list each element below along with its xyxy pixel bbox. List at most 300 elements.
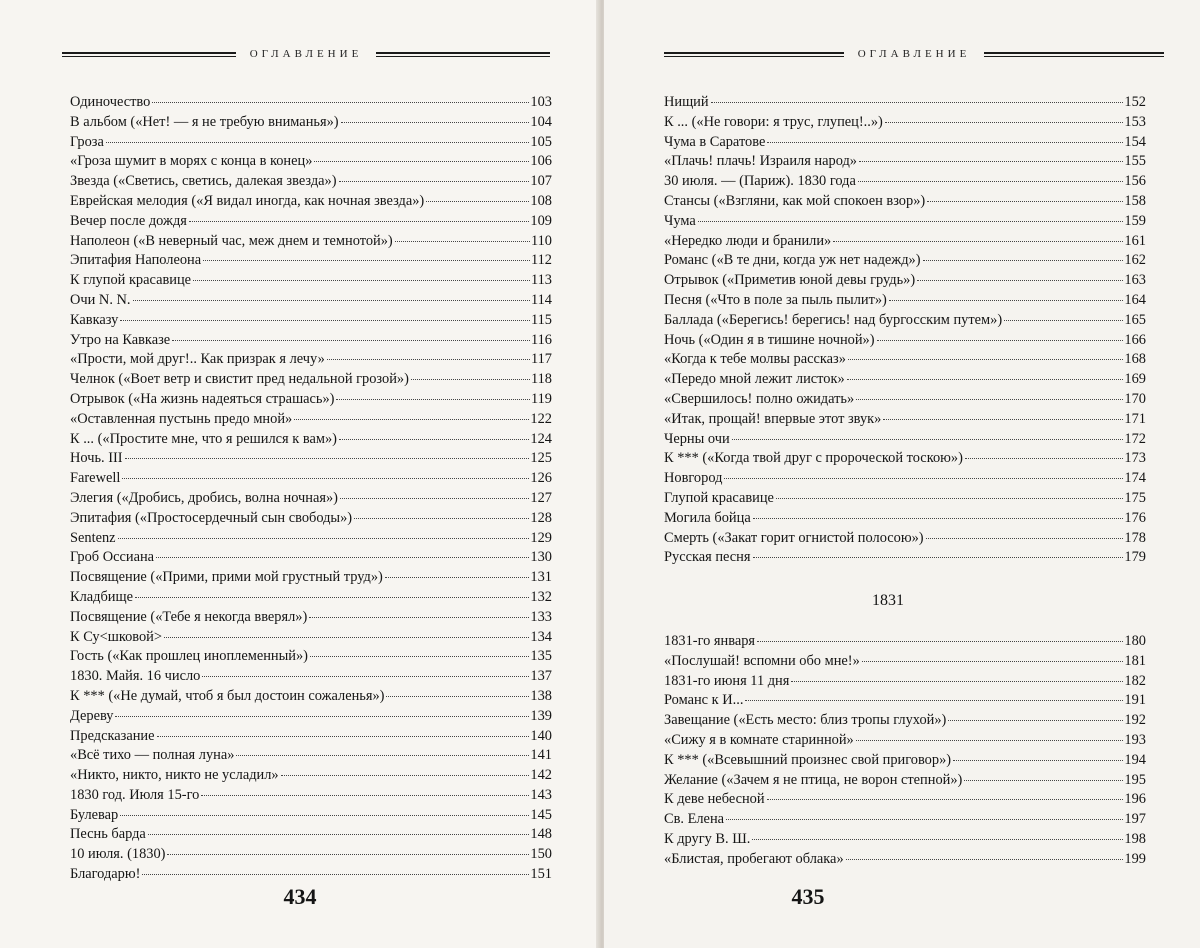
dot-leader — [339, 181, 530, 182]
toc-entry — [70, 707, 552, 727]
toc-entry — [664, 850, 1146, 870]
entry-page: 172 — [1124, 430, 1146, 447]
entry-page: 103 — [530, 94, 552, 110]
dot-leader — [339, 439, 529, 440]
dot-leader — [354, 518, 529, 519]
entry-page: 195 — [1124, 771, 1146, 788]
toc-entry — [70, 370, 552, 390]
entry-title: «Прости, мой друг!.. Как призрак я лечу» — [70, 351, 325, 368]
header-rule — [664, 52, 844, 57]
entry-title: Кавказу — [70, 311, 119, 328]
entry-title: Наполеон («В неверный час, меж днем и темнотой») — [70, 232, 393, 249]
dot-leader — [310, 656, 529, 657]
entry-title: 30 июля. — (Париж). 1830 года — [664, 173, 856, 190]
toc-entry — [664, 370, 1146, 390]
entry-title: Чума в Саратове — [664, 133, 766, 150]
dot-leader — [859, 161, 1123, 162]
toc-entry — [70, 93, 552, 113]
entry-page: 166 — [1124, 331, 1146, 348]
entry-page: 130 — [530, 549, 552, 566]
dot-leader — [833, 241, 1123, 242]
entry-title: К *** («Всевышний произнес свой приговор») — [664, 751, 952, 768]
dot-leader — [115, 716, 529, 717]
toc-entry — [70, 133, 552, 153]
dot-leader — [340, 498, 529, 499]
entry-title: «Нередко люди и бранили» — [664, 232, 832, 249]
entry-page: 131 — [530, 569, 552, 586]
entry-title: К Су<шковой> — [70, 628, 162, 645]
entry-page: 153 — [1124, 113, 1146, 130]
toc-entry — [70, 806, 552, 826]
running-header — [664, 44, 1164, 64]
toc-entry — [70, 350, 552, 370]
toc-entry — [664, 548, 1146, 568]
toc-entry — [664, 529, 1146, 549]
entry-page: 107 — [530, 173, 552, 190]
entry-page: 199 — [1124, 850, 1146, 867]
entry-title: Отрывок («Приметив юной девы грудь») — [664, 272, 916, 289]
dot-leader — [152, 102, 529, 103]
entry-title: 1831-го января — [664, 633, 756, 649]
header-rule — [376, 52, 550, 57]
dot-leader — [791, 681, 1123, 682]
entry-page: 198 — [1124, 830, 1146, 847]
dot-leader — [883, 419, 1123, 420]
entry-page: 110 — [530, 232, 552, 249]
entry-page: 139 — [530, 707, 552, 724]
dot-leader — [767, 799, 1124, 800]
entry-page: 196 — [1124, 791, 1146, 808]
header-rule — [62, 52, 236, 57]
entry-page: 129 — [530, 529, 552, 546]
entry-page: 132 — [530, 588, 552, 605]
entry-page: 197 — [1124, 811, 1146, 828]
header-rule — [984, 52, 1164, 57]
dot-leader — [767, 142, 1123, 143]
dot-leader — [309, 617, 529, 618]
entry-title: «Плачь! плачь! Израиля народ» — [664, 153, 857, 170]
dot-leader — [118, 538, 530, 539]
dot-leader — [927, 201, 1123, 202]
dot-leader — [203, 260, 530, 261]
dot-leader — [923, 260, 1124, 261]
dot-leader — [281, 775, 530, 776]
dot-leader — [106, 142, 530, 143]
dot-leader — [386, 696, 529, 697]
dot-leader — [122, 478, 529, 479]
entry-title: Песня («Что в поле за пыль пылит») — [664, 291, 887, 308]
toc-entry — [70, 489, 552, 509]
toc-entry — [664, 410, 1146, 430]
dot-leader — [711, 102, 1124, 103]
entry-title: Св. Елена — [664, 811, 725, 828]
toc-entry — [664, 731, 1146, 751]
dot-leader — [125, 458, 530, 459]
toc-list-left — [70, 93, 552, 885]
toc-entry — [70, 152, 552, 172]
toc-list-right — [664, 93, 1146, 568]
entry-page: 180 — [1124, 633, 1146, 649]
section-year: 1831 — [872, 592, 904, 609]
entry-page: 124 — [530, 430, 552, 447]
toc-entry — [664, 751, 1146, 771]
toc-entry — [70, 212, 552, 232]
toc-entry — [70, 845, 552, 865]
entry-page: 150 — [530, 846, 552, 863]
toc-entry — [664, 291, 1146, 311]
toc-entry — [70, 311, 552, 331]
dot-leader — [757, 641, 1123, 642]
dot-leader — [294, 419, 529, 420]
toc-entry — [70, 331, 552, 351]
entry-title: В альбом («Нет! — я не требую вниманья») — [70, 113, 339, 130]
dot-leader — [917, 280, 1123, 281]
toc-entry — [664, 652, 1146, 672]
dot-leader — [395, 241, 530, 242]
header-title: ОГЛАВЛЕНИЕ — [249, 48, 363, 60]
entry-page: 173 — [1124, 450, 1146, 467]
entry-page: 108 — [530, 192, 552, 209]
entry-title: Sentenz — [70, 529, 116, 546]
entry-title: 1830. Майя. 16 число — [70, 668, 201, 685]
dot-leader — [926, 538, 1124, 539]
toc-entry — [70, 766, 552, 786]
entry-page: 118 — [530, 371, 552, 388]
entry-page: 125 — [530, 450, 552, 467]
entry-title: К ... («Простите мне, что я решился к вам») — [70, 430, 337, 447]
toc-entry — [70, 608, 552, 628]
entry-title: Могила бойца — [664, 509, 751, 526]
dot-leader — [411, 379, 530, 380]
toc-entry — [664, 771, 1146, 791]
toc-entry — [70, 232, 552, 252]
toc-list-1831 — [664, 632, 1146, 870]
entry-title: Ночь («Один я в тишине ночной») — [664, 331, 875, 348]
entry-title: Желание («Зачем я не птица, не ворон степной») — [664, 771, 963, 788]
entry-page: 154 — [1124, 133, 1146, 150]
entry-title: «Итак, прощай! впервые этот звук» — [664, 410, 882, 427]
dot-leader — [858, 181, 1124, 182]
toc-entry — [70, 865, 552, 885]
entry-title: 1831-го июня 11 дня — [664, 672, 790, 689]
entry-page: 194 — [1124, 751, 1146, 768]
toc-entry — [70, 430, 552, 450]
toc-entry — [664, 113, 1146, 133]
dot-leader — [846, 859, 1124, 860]
entry-title: «Гроза шумит в морях с конца в конец» — [70, 153, 313, 170]
entry-page: 137 — [530, 668, 552, 685]
entry-title: Завещание («Есть место: близ тропы глухой») — [664, 712, 947, 729]
entry-page: 114 — [530, 291, 552, 308]
entry-page: 116 — [530, 331, 552, 348]
dot-leader — [164, 637, 529, 638]
page-number: 435 — [791, 884, 825, 909]
entry-title: «Сижу я в комнате старинной» — [664, 731, 854, 748]
dot-leader — [856, 399, 1123, 400]
toc-entry — [664, 251, 1146, 271]
toc-entry — [664, 790, 1146, 810]
entry-page: 117 — [530, 351, 552, 368]
dot-leader — [856, 740, 1124, 741]
entry-title: Песнь барда — [70, 826, 146, 843]
toc-entry — [70, 251, 552, 271]
toc-entry — [70, 449, 552, 469]
dot-leader — [953, 760, 1123, 761]
entry-title: Одиночество — [70, 94, 151, 110]
running-header — [62, 44, 550, 64]
entry-page: 181 — [1124, 652, 1146, 669]
toc-entry — [70, 667, 552, 687]
entry-title: Звезда («Светись, светись, далекая звезда») — [70, 173, 337, 190]
dot-leader — [385, 577, 530, 578]
toc-entry — [664, 469, 1146, 489]
toc-entry — [664, 691, 1146, 711]
dot-leader — [753, 518, 1124, 519]
entry-title: Вечер после дождя — [70, 212, 187, 229]
entry-title: Смерть («Закат горит огнистой полосою») — [664, 529, 924, 546]
dot-leader — [202, 676, 529, 677]
toc-entry — [664, 632, 1146, 652]
dot-leader — [848, 359, 1124, 360]
toc-entry — [664, 331, 1146, 351]
entry-page: 156 — [1124, 173, 1146, 190]
entry-title: «Передо мной лежит листок» — [664, 371, 845, 388]
dot-leader — [847, 379, 1124, 380]
toc-entry — [664, 152, 1146, 172]
page-number: 434 — [283, 884, 317, 909]
toc-entry — [70, 390, 552, 410]
entry-title: Русская песня — [664, 549, 751, 566]
entry-page: 145 — [530, 806, 552, 823]
dot-leader — [236, 755, 529, 756]
entry-page: 152 — [1124, 94, 1146, 110]
entry-page: 168 — [1124, 351, 1146, 368]
entry-page: 141 — [530, 747, 552, 764]
toc-entry — [664, 212, 1146, 232]
entry-page: 134 — [530, 628, 552, 645]
entry-title: Романс («В те дни, когда уж нет надежд») — [664, 252, 921, 269]
toc-entry — [664, 192, 1146, 212]
entry-title: Элегия («Дробись, дробись, волна ночная») — [70, 489, 338, 506]
entry-page: 159 — [1124, 212, 1146, 229]
entry-title: Ночь. III — [70, 450, 123, 467]
entry-page: 105 — [530, 133, 552, 150]
toc-entry — [70, 291, 552, 311]
entry-title: Булевар — [70, 806, 119, 823]
entry-title: Романс к И... — [664, 692, 744, 709]
dot-leader — [201, 795, 529, 796]
dot-leader — [732, 439, 1124, 440]
entry-page: 126 — [530, 470, 552, 487]
toc-entry — [664, 672, 1146, 692]
entry-page: 115 — [530, 311, 552, 328]
entry-title: Дереву — [70, 707, 114, 724]
dot-leader — [698, 221, 1124, 222]
entry-title: К ... («Не говори: я трус, глупец!..») — [664, 113, 883, 130]
toc-entry — [664, 172, 1146, 192]
entry-page: 109 — [530, 212, 552, 229]
toc-entry — [70, 628, 552, 648]
dot-leader — [1004, 320, 1123, 321]
toc-entry — [70, 786, 552, 806]
toc-entry — [70, 727, 552, 747]
dot-leader — [327, 359, 530, 360]
entry-title: Посвящение («Прими, прими мой грустный труд») — [70, 569, 383, 586]
entry-page: 193 — [1124, 731, 1146, 748]
toc-entry — [664, 271, 1146, 291]
entry-page: 163 — [1124, 272, 1146, 289]
dot-leader — [862, 661, 1124, 662]
toc-entry — [70, 271, 552, 291]
entry-page: 128 — [530, 509, 552, 526]
entry-page: 178 — [1124, 529, 1146, 546]
entry-title: К *** («Не думай, чтоб я был достоин сожаленья») — [70, 687, 385, 704]
dot-leader — [964, 780, 1123, 781]
entry-title: Гроб Оссиана — [70, 549, 155, 566]
entry-title: «Блистая, пробегают облака» — [664, 850, 844, 867]
dot-leader — [156, 557, 529, 558]
entry-page: 170 — [1124, 390, 1146, 407]
entry-page: 169 — [1124, 371, 1146, 388]
entry-page: 155 — [1124, 153, 1146, 170]
toc-entry — [70, 825, 552, 845]
entry-title: Гость («Как прошлец иноплеменный») — [70, 648, 308, 665]
dot-leader — [157, 736, 530, 737]
dot-leader — [752, 839, 1123, 840]
toc-entry — [70, 529, 552, 549]
toc-entry — [70, 410, 552, 430]
entry-title: Черны очи — [664, 430, 730, 447]
toc-entry — [70, 687, 552, 707]
toc-entry — [70, 172, 552, 192]
toc-entry — [664, 810, 1146, 830]
entry-title: «Всё тихо — полная луна» — [70, 747, 235, 764]
entry-title: «Никто, никто, никто не усладил» — [70, 767, 279, 784]
toc-entry — [70, 746, 552, 766]
entry-page: 138 — [530, 687, 552, 704]
entry-title: 1830 год. Июля 15-го — [70, 786, 200, 803]
dot-leader — [135, 597, 529, 598]
entry-title: Посвящение («Тебе я некогда вверял») — [70, 608, 308, 625]
entry-title: Стансы («Взгляни, как мой спокоен взор») — [664, 192, 926, 209]
toc-entry — [664, 711, 1146, 731]
dot-leader — [142, 874, 529, 875]
dot-leader — [336, 399, 529, 400]
entry-title: Новгород — [664, 470, 723, 487]
entry-title: «Оставленная пустынь предо мной» — [70, 410, 293, 427]
entry-page: 140 — [530, 727, 552, 744]
entry-title: Очи N. N. — [70, 291, 131, 308]
dot-leader — [889, 300, 1124, 301]
entry-title: Глупой красавице — [664, 489, 774, 506]
toc-entry — [70, 469, 552, 489]
dot-leader — [148, 834, 530, 835]
dot-leader — [189, 221, 530, 222]
toc-entry — [664, 830, 1146, 850]
toc-entry — [70, 588, 552, 608]
entry-page: 113 — [530, 272, 552, 289]
entry-title: Чума — [664, 212, 696, 229]
entry-page: 182 — [1124, 672, 1146, 689]
entry-title: Эпитафия («Простосердечный сын свободы») — [70, 509, 353, 526]
entry-page: 161 — [1124, 232, 1146, 249]
toc-entry — [70, 192, 552, 212]
entry-page: 148 — [530, 826, 552, 843]
entry-page: 106 — [530, 153, 552, 170]
entry-title: Утро на Кавказе — [70, 331, 171, 348]
toc-entry — [70, 548, 552, 568]
dot-leader — [948, 720, 1123, 721]
entry-page: 104 — [530, 113, 552, 130]
dot-leader — [133, 300, 530, 301]
entry-title: К *** («Когда твой друг с пророческой тоскою») — [664, 450, 963, 467]
toc-entry — [664, 232, 1146, 252]
entry-page: 143 — [530, 786, 552, 803]
entry-title: К другу В. Ш. — [664, 830, 751, 847]
dot-leader — [776, 498, 1123, 499]
toc-entry — [70, 113, 552, 133]
entry-page: 119 — [530, 390, 552, 407]
entry-page: 176 — [1124, 509, 1146, 526]
entry-page: 165 — [1124, 311, 1146, 328]
toc-entry — [70, 647, 552, 667]
entry-title: Нищий — [664, 94, 709, 110]
toc-entry — [70, 509, 552, 529]
entry-page: 133 — [530, 608, 552, 625]
entry-title: Предсказание — [70, 727, 155, 744]
entry-title: К деве небесной — [664, 791, 765, 808]
entry-title: Farewell — [70, 470, 121, 487]
entry-title: Благодарю! — [70, 866, 141, 883]
entry-page: 192 — [1124, 712, 1146, 729]
right-page — [604, 0, 1200, 948]
entry-page: 174 — [1124, 470, 1146, 487]
dot-leader — [314, 161, 529, 162]
entry-title: «Когда к тебе молвы рассказ» — [664, 351, 846, 368]
entry-title: Гроза — [70, 133, 104, 150]
dot-leader — [885, 122, 1124, 123]
entry-title: К глупой красавице — [70, 272, 192, 289]
entry-page: 164 — [1124, 291, 1146, 308]
entry-page: 158 — [1124, 192, 1146, 209]
entry-page: 135 — [530, 648, 552, 665]
dot-leader — [877, 340, 1124, 341]
entry-page: 171 — [1124, 410, 1146, 427]
entry-page: 162 — [1124, 252, 1146, 269]
entry-page: 175 — [1124, 489, 1146, 506]
toc-entry — [664, 133, 1146, 153]
entry-page: 179 — [1124, 549, 1146, 566]
entry-title: Эпитафия Наполеона — [70, 252, 202, 269]
entry-title: Челнок («Воет ветр и свистит пред недальной грозой») — [70, 371, 409, 388]
toc-entry — [664, 449, 1146, 469]
toc-entry — [664, 93, 1146, 113]
dot-leader — [724, 478, 1123, 479]
entry-page: 142 — [530, 767, 552, 784]
toc-entry — [70, 568, 552, 588]
entry-title: Баллада («Берегись! берегись! над бургосским путем») — [664, 311, 1003, 328]
entry-page: 151 — [530, 866, 552, 883]
toc-entry — [664, 430, 1146, 450]
entry-title: «Послушай! вспомни обо мне!» — [664, 652, 860, 669]
entry-page: 127 — [530, 489, 552, 506]
entry-title: 10 июля. (1830) — [70, 846, 166, 863]
dot-leader — [341, 122, 530, 123]
entry-page: 191 — [1124, 692, 1146, 709]
dot-leader — [753, 557, 1124, 558]
dot-leader — [172, 340, 530, 341]
header-title: ОГЛАВЛЕНИЕ — [857, 48, 971, 60]
